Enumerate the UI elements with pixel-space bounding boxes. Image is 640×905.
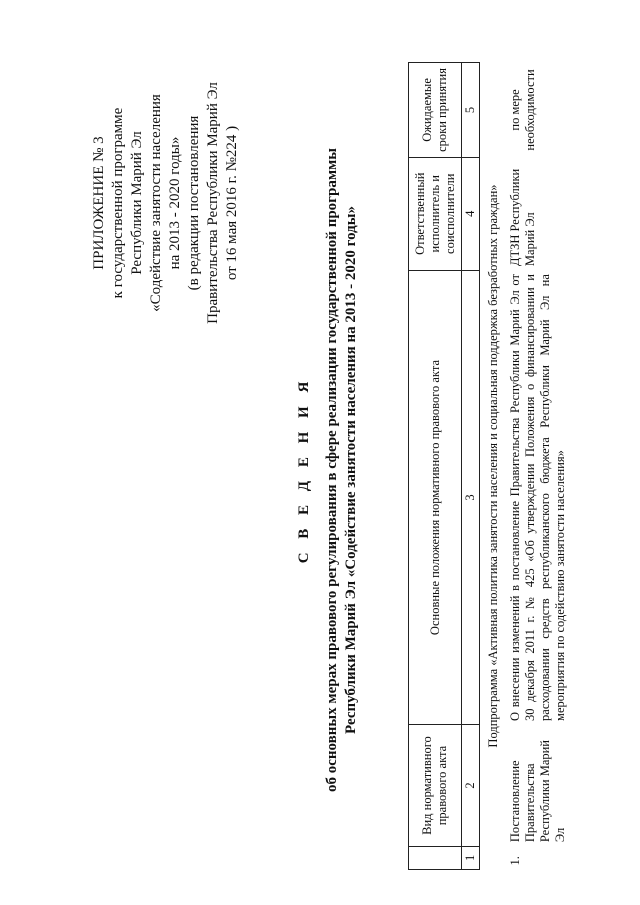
document-subtitle-line-2: Республики Марий Эл «Содействие занятости населения на 2013 - 2020 годы» <box>343 206 359 734</box>
column-number-row <box>462 63 480 870</box>
row-act-type: Постановление Правительства Республики Марий Эл <box>508 740 567 843</box>
appendix-line: ПРИЛОЖЕНИЕ № 3 <box>91 136 107 270</box>
appendix-line: Правительства Республики Марий Эл <box>205 82 221 324</box>
column-number: 3 <box>462 270 480 725</box>
measures-table <box>408 62 570 870</box>
appendix-line: от 16 мая 2016 г. №224 ) <box>224 125 240 281</box>
appendix-block <box>90 53 242 353</box>
subprogram-row <box>480 63 507 870</box>
header-deadline: Ожидаемые сроки принятия <box>409 63 462 158</box>
appendix-line: (в редакции постановления <box>186 115 202 291</box>
column-number: 2 <box>462 725 480 846</box>
appendix-line: Республики Марий Эл <box>129 131 145 275</box>
row-executor: ДТЗН Республики Марий Эл <box>508 168 537 267</box>
header-provisions: Основные положения нормативного правового акта <box>409 270 462 725</box>
appendix-line: на 2013 - 2020 годы» <box>167 136 183 270</box>
row-provisions: О внесении изменений в постановление Правительства Республики Марий Эл от 30 декабря 2011 г. № 425 «Об утверждении Положения о финансировании и расходовании средств республиканского бюджета Республики Марий Эл на мероприятия по содействию занятости населения» <box>508 274 567 721</box>
row-deadline: по мере необходимости <box>508 69 537 151</box>
appendix-line: «Содействие занятости населения <box>148 94 164 312</box>
column-number: 1 <box>462 846 480 869</box>
document-title: С В Е Д Е Н И Я <box>296 376 312 564</box>
column-number: 5 <box>462 63 480 158</box>
document-heading <box>296 75 361 865</box>
document-subtitle-line-1: об основных мерах правового регулирования в сфере реализации государственной программы <box>324 148 340 792</box>
header-index <box>409 846 462 869</box>
row-number: 1. <box>508 856 522 866</box>
table-header-row <box>409 63 462 870</box>
header-act-type: Вид нормативного правового акта <box>409 725 462 846</box>
header-executor: Ответственный исполнитель и соисполнители <box>409 157 462 270</box>
table-row <box>506 63 570 870</box>
subprogram-title: Подпрограмма «Активная политика занятости населения и социальная поддержка безработных граждан» <box>486 184 500 748</box>
appendix-line: к государственной программе <box>110 107 126 299</box>
column-number: 4 <box>462 157 480 270</box>
